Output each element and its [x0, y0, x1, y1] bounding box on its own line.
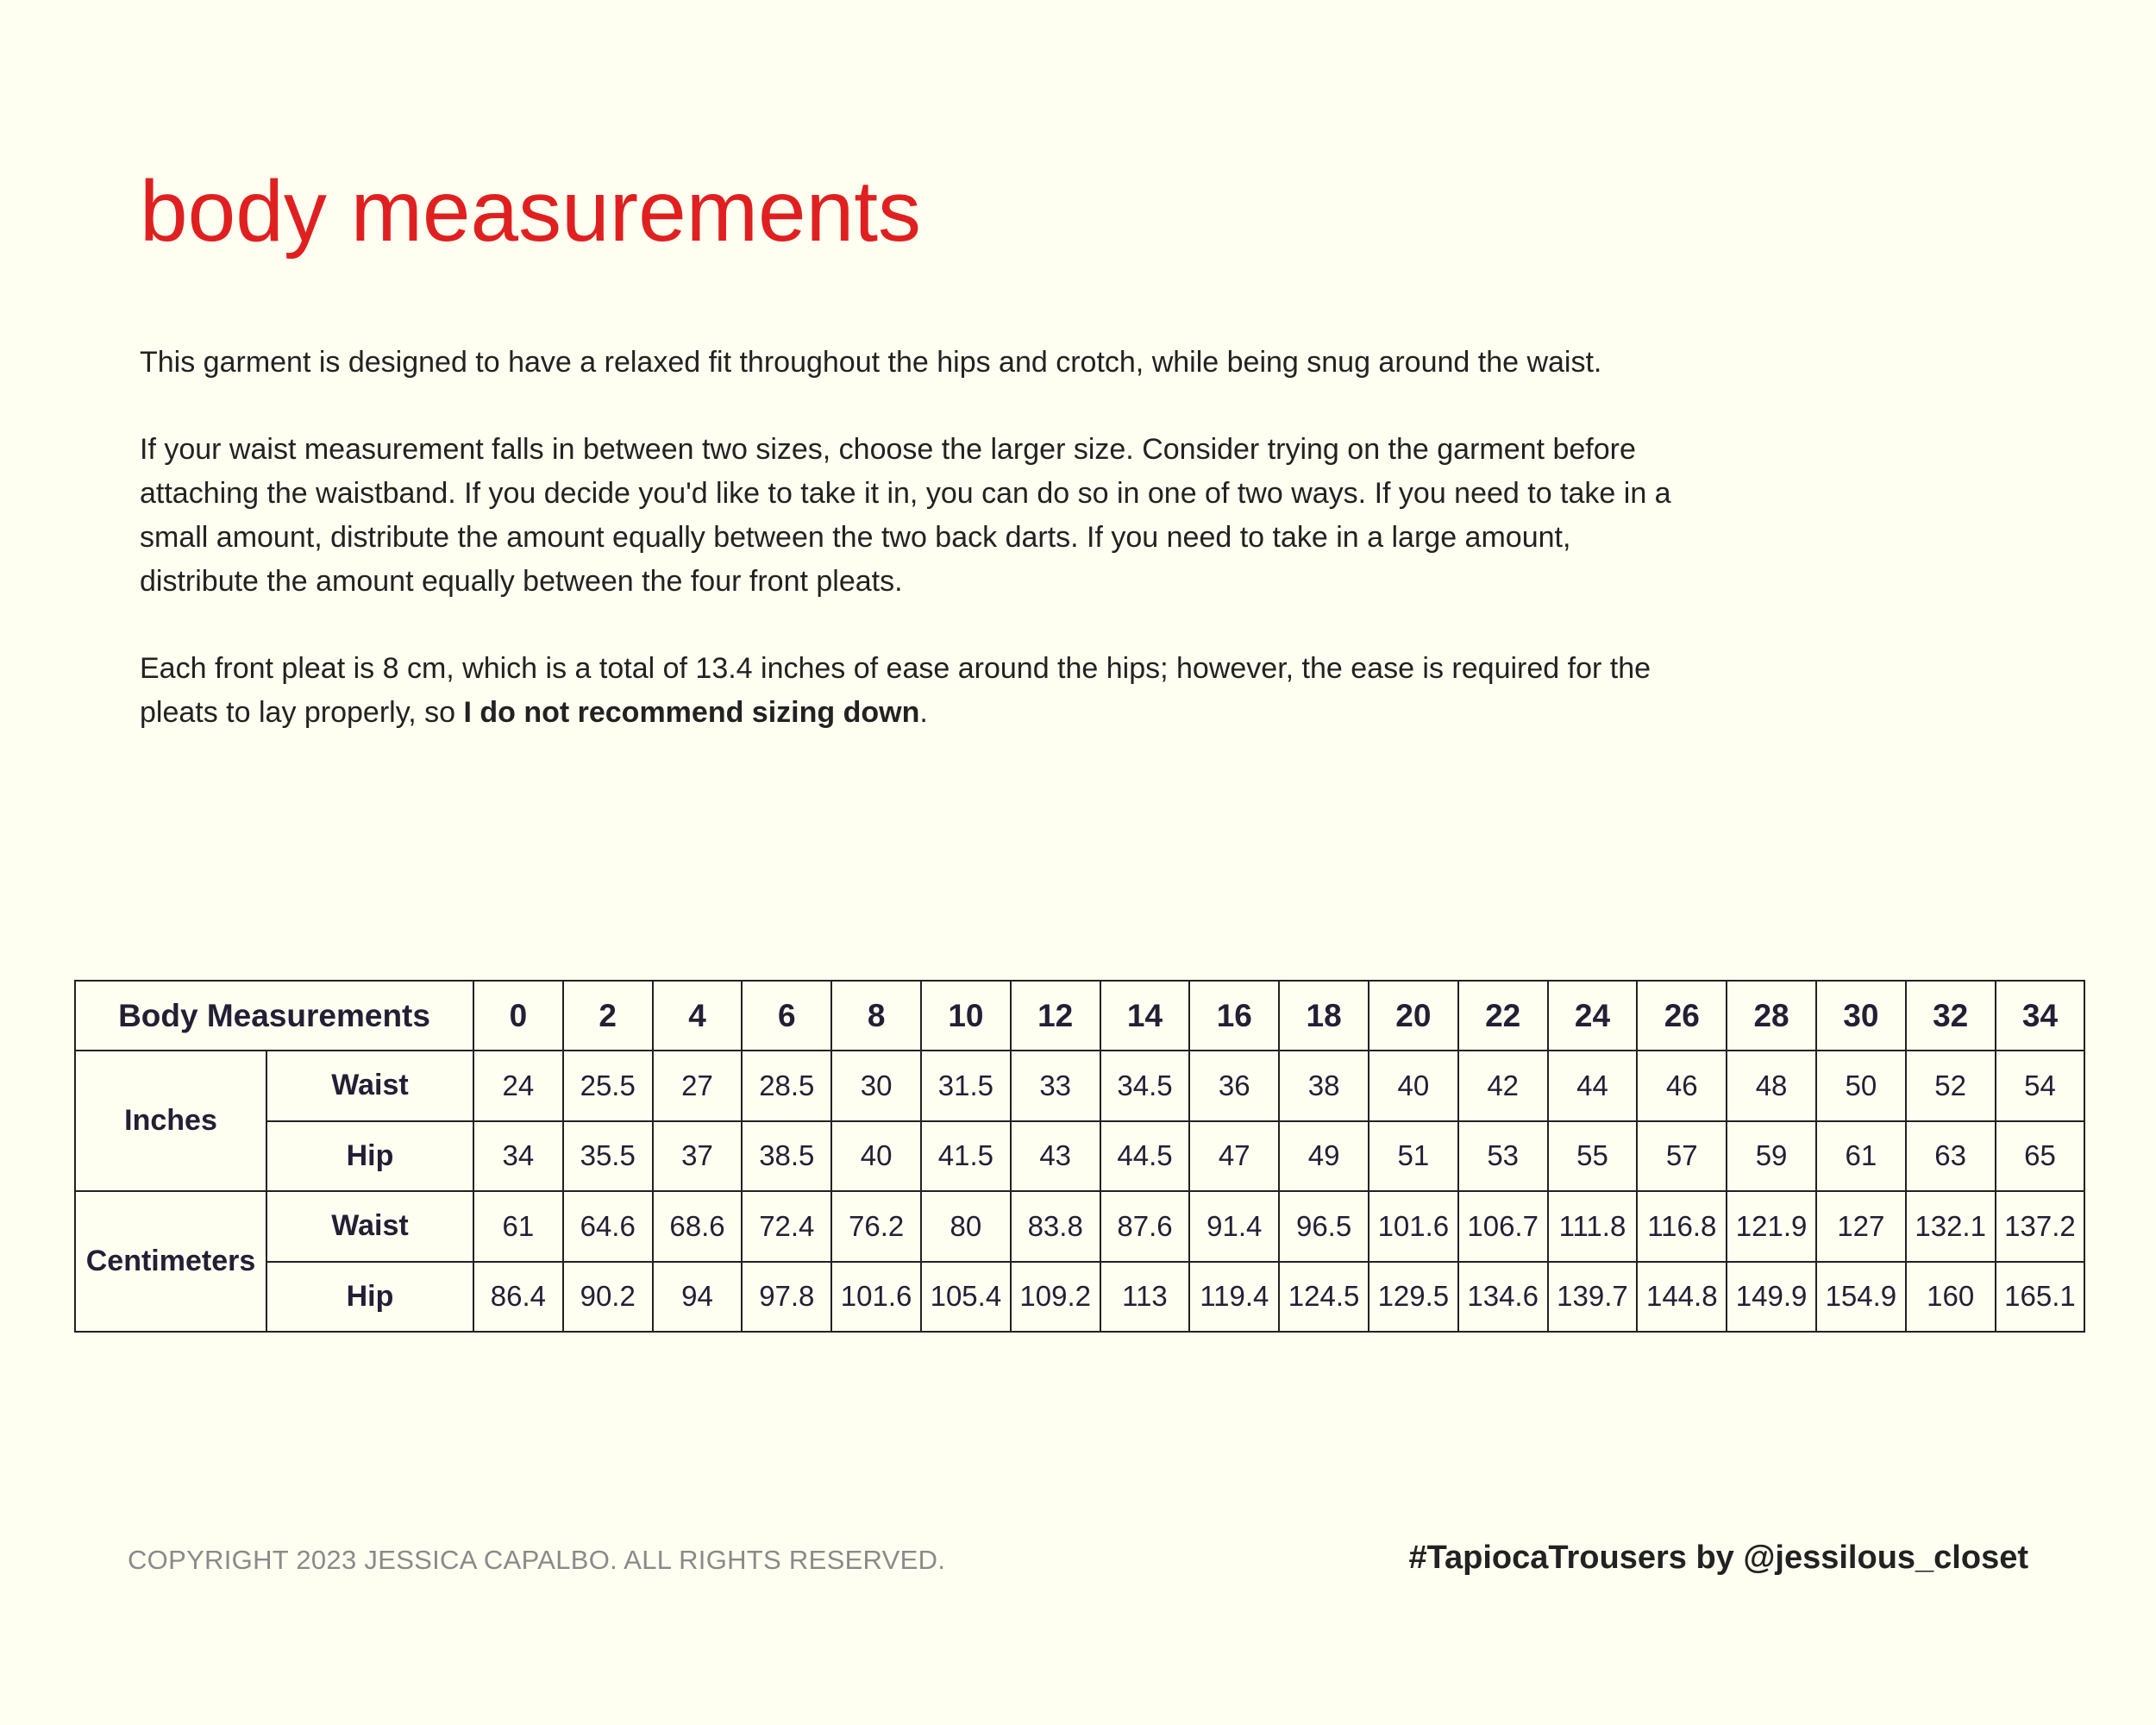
measurement-cell: 83.8: [1011, 1191, 1100, 1262]
size-header: 20: [1369, 981, 1458, 1051]
measurement-cell: 49: [1279, 1121, 1369, 1192]
measurement-cell: 41.5: [921, 1121, 1011, 1192]
measurement-cell: 96.5: [1279, 1191, 1369, 1262]
measurement-cell: 144.8: [1637, 1262, 1727, 1333]
size-header: 6: [742, 981, 831, 1051]
measurement-cell: 34: [473, 1121, 563, 1192]
measurement-cell: 134.6: [1458, 1262, 1548, 1333]
size-header: 34: [1996, 981, 2085, 1051]
size-header: 14: [1100, 981, 1190, 1051]
measurement-cell: 106.7: [1458, 1191, 1548, 1262]
size-header: 16: [1189, 981, 1279, 1051]
measurement-cell: 61: [1816, 1121, 1906, 1192]
measurement-cell: 24: [473, 1051, 563, 1121]
measurement-cell: 80: [921, 1191, 1011, 1262]
measurement-cell: 101.6: [1369, 1191, 1458, 1262]
measurement-cell: 65: [1996, 1121, 2085, 1192]
measurement-cell: 44: [1548, 1051, 1638, 1121]
size-header: 28: [1727, 981, 1816, 1051]
measurement-cell: 28.5: [742, 1051, 831, 1121]
measurement-cell: 63: [1906, 1121, 1996, 1192]
measurement-cell: 53: [1458, 1121, 1548, 1192]
measurement-cell: 121.9: [1727, 1191, 1816, 1262]
size-header: 2: [563, 981, 653, 1051]
measurement-cell: 33: [1011, 1051, 1100, 1121]
size-header: 0: [473, 981, 563, 1051]
measurement-cell: 34.5: [1100, 1051, 1190, 1121]
measurement-cell: 57: [1637, 1121, 1727, 1192]
size-header: 18: [1279, 981, 1369, 1051]
size-header: 30: [1816, 981, 1906, 1051]
measurement-cell: 101.6: [831, 1262, 921, 1333]
measurement-cell: 154.9: [1816, 1262, 1906, 1333]
measurement-cell: 40: [831, 1121, 921, 1192]
measurement-cell: 97.8: [742, 1262, 831, 1333]
measurement-label: Hip: [266, 1262, 473, 1333]
measurement-cell: 51: [1369, 1121, 1458, 1192]
measurement-cell: 87.6: [1100, 1191, 1190, 1262]
measurement-cell: 54: [1996, 1051, 2085, 1121]
measurement-cell: 31.5: [921, 1051, 1011, 1121]
ease-text: Each front pleat is 8 cm, which is a total of 13.4 inches of ease around the hips; however, the ease is required for the pleats to lay properly, so: [140, 652, 1651, 729]
measurement-cell: 124.5: [1279, 1262, 1369, 1333]
measurement-cell: 116.8: [1637, 1191, 1727, 1262]
sizing-warning: I do not recommend sizing down: [463, 696, 920, 729]
measurement-cell: 109.2: [1011, 1262, 1100, 1333]
measurement-cell: 129.5: [1369, 1262, 1458, 1333]
table-row: [75, 1191, 2084, 1262]
measurement-cell: 111.8: [1548, 1191, 1638, 1262]
size-header: 10: [921, 981, 1011, 1051]
page-title: body measurements: [140, 163, 922, 260]
hashtag-credit: #TapiocaTrousers by @jessilous_closet: [1408, 1540, 2028, 1576]
unit-group-label: Centimeters: [75, 1191, 266, 1332]
measurement-cell: 37: [653, 1121, 743, 1192]
measurement-label: Hip: [266, 1121, 473, 1192]
measurement-cell: 149.9: [1727, 1262, 1816, 1333]
intro-paragraph-fit: This garment is designed to have a relaxed fit throughout the hips and crotch, while being snug around the waist.: [140, 346, 1602, 379]
unit-group-label: Inches: [75, 1051, 266, 1191]
intro-paragraph-ease: [140, 647, 1675, 735]
measurement-cell: 132.1: [1906, 1191, 1996, 1262]
table-header-label: Body Measurements: [75, 981, 473, 1051]
measurement-cell: 119.4: [1189, 1262, 1279, 1333]
measurement-cell: 36: [1189, 1051, 1279, 1121]
size-header: 24: [1548, 981, 1638, 1051]
size-header-row: [75, 981, 2084, 1051]
measurement-cell: 50: [1816, 1051, 1906, 1121]
measurement-label: Waist: [266, 1051, 473, 1121]
measurement-cell: 42: [1458, 1051, 1548, 1121]
measurement-cell: 61: [473, 1191, 563, 1262]
measurement-cell: 91.4: [1189, 1191, 1279, 1262]
measurements-table: [74, 980, 2085, 1333]
size-header: 22: [1458, 981, 1548, 1051]
measurement-cell: 64.6: [563, 1191, 653, 1262]
measurement-cell: 86.4: [473, 1262, 563, 1333]
intro-text: [140, 341, 1675, 778]
measurement-cell: 90.2: [563, 1262, 653, 1333]
measurement-cell: 59: [1727, 1121, 1816, 1192]
measurement-cell: 47: [1189, 1121, 1279, 1192]
measurement-cell: 35.5: [563, 1121, 653, 1192]
measurement-cell: 48: [1727, 1051, 1816, 1121]
measurement-label: Waist: [266, 1191, 473, 1262]
size-header: 4: [653, 981, 743, 1051]
measurement-cell: 113: [1100, 1262, 1190, 1333]
measurement-cell: 127: [1816, 1191, 1906, 1262]
measurement-cell: 46: [1637, 1051, 1727, 1121]
measurements-table-container: [74, 980, 2084, 1331]
ease-text-end: .: [919, 696, 928, 729]
copyright-notice: COPYRIGHT 2023 JESSICA CAPALBO. ALL RIGHTS RESERVED.: [128, 1545, 946, 1575]
measurement-cell: 25.5: [563, 1051, 653, 1121]
measurement-cell: 68.6: [653, 1191, 743, 1262]
measurement-cell: 94: [653, 1262, 743, 1333]
measurement-cell: 38.5: [742, 1121, 831, 1192]
size-header: 26: [1637, 981, 1727, 1051]
table-row: [75, 1262, 2084, 1333]
table-row: [75, 1051, 2084, 1121]
measurement-cell: 40: [1369, 1051, 1458, 1121]
table-row: [75, 1121, 2084, 1192]
size-header: 32: [1906, 981, 1996, 1051]
size-header: 8: [831, 981, 921, 1051]
measurement-cell: 72.4: [742, 1191, 831, 1262]
measurement-cell: 165.1: [1996, 1262, 2085, 1333]
measurement-cell: 139.7: [1548, 1262, 1638, 1333]
measurement-cell: 76.2: [831, 1191, 921, 1262]
table-body: [75, 1051, 2084, 1332]
measurement-cell: 44.5: [1100, 1121, 1190, 1192]
size-header: 12: [1011, 981, 1100, 1051]
measurement-cell: 55: [1548, 1121, 1638, 1192]
intro-paragraph-sizing: If your waist measurement falls in between two sizes, choose the larger size. Consider trying on the garment before attaching the waistband. If you decide you'd like to take it in, you can do so in one of two ways. If you need to take in a small amount, distribute the amount equally between the two back darts. If you need to take in a large amount, distribute the amount equally between the four front pleats.: [140, 433, 1671, 598]
measurement-cell: 27: [653, 1051, 743, 1121]
measurement-cell: 30: [831, 1051, 921, 1121]
measurement-cell: 52: [1906, 1051, 1996, 1121]
measurement-cell: 105.4: [921, 1262, 1011, 1333]
measurement-cell: 43: [1011, 1121, 1100, 1192]
measurement-cell: 38: [1279, 1051, 1369, 1121]
measurement-cell: 137.2: [1996, 1191, 2085, 1262]
measurement-cell: 160: [1906, 1262, 1996, 1333]
